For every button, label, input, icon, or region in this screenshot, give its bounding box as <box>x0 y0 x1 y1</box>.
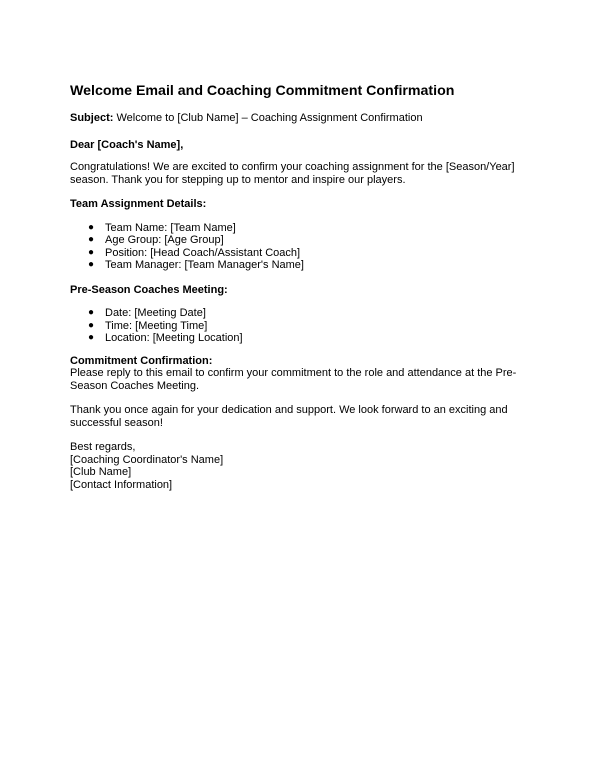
meeting-heading-text: Pre-Season Coaches Meeting: <box>70 283 228 296</box>
meeting-heading <box>70 284 530 297</box>
list-item-text: Location: [Meeting Location] <box>105 332 243 344</box>
list-item-text: Team Manager: [Team Manager's Name] <box>105 259 304 271</box>
list-item <box>88 247 530 260</box>
team-details-heading <box>70 198 530 211</box>
club-name: [Club Name] <box>70 466 132 478</box>
bullet-icon: ● <box>88 221 95 233</box>
intro-paragraph: Congratulations! We are excited to confirm your coaching assignment for the [Season/Year] season. Thank you for stepping up to mentor and inspire our players. <box>70 161 515 186</box>
subject-text: Welcome to [Club Name] – Coaching Assignment Confirmation <box>113 112 423 124</box>
list-item-text: Team Name: [Team Name] <box>105 221 236 234</box>
list-item <box>88 332 530 345</box>
list-item-text: Age Group: [Age Group] <box>105 234 224 246</box>
list-item <box>88 222 530 235</box>
salutation <box>70 139 530 152</box>
list-item <box>88 320 530 333</box>
bullet-icon: ● <box>88 259 95 270</box>
list-item-text: Date: [Meeting Date] <box>105 307 206 319</box>
subject-label: Subject: <box>70 112 114 124</box>
team-details-heading-text: Team Assignment Details: <box>70 198 207 210</box>
coordinator-name: [Coaching Coordinator's Name] <box>70 453 224 466</box>
list-item <box>88 307 530 320</box>
salutation-text: Dear [Coach's Name], <box>70 138 184 151</box>
thankyou-paragraph: Thank you once again for your dedication and support. We look forward to an exciting and successful season! <box>70 404 508 429</box>
bullet-icon: ● <box>88 332 95 343</box>
list-item <box>88 259 530 272</box>
team-details-list <box>70 222 530 272</box>
bullet-icon: ● <box>88 319 95 331</box>
commitment-heading <box>70 355 530 368</box>
subject-line <box>70 112 530 125</box>
signature-block <box>70 441 530 491</box>
commitment-text: Please reply to this email to confirm your commitment to the role and attendance at the Pre-Season Coaches Meeting. <box>70 367 517 392</box>
bullet-icon: ● <box>88 307 95 318</box>
meeting-list <box>70 307 530 345</box>
document-title: Welcome Email and Coaching Commitment Confirmation <box>70 83 455 99</box>
list-item-text: Time: [Meeting Time] <box>105 319 208 332</box>
bullet-icon: ● <box>88 246 95 258</box>
bullet-icon: ● <box>88 234 95 245</box>
list-item-text: Position: [Head Coach/Assistant Coach] <box>105 246 301 259</box>
list-item <box>88 234 530 247</box>
contact-info: [Contact Information] <box>70 478 173 491</box>
commitment-heading-text: Commitment Confirmation: <box>70 354 213 367</box>
closing-line: Best regards, <box>70 441 136 453</box>
